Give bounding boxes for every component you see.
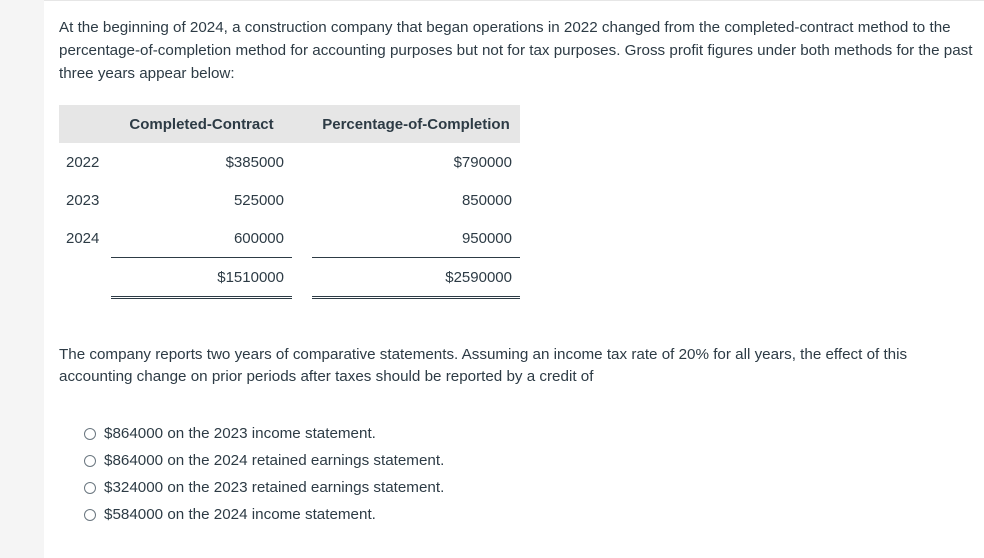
header-completed-contract: Completed-Contract — [111, 105, 292, 143]
question-content — [59, 16, 984, 85]
row-percentage-of-completion: $790000 — [453, 153, 512, 171]
header-percentage-of-completion: Percentage-of-Completion — [312, 105, 520, 143]
row-completed-contract: 600000 — [233, 229, 284, 247]
header-gap — [292, 105, 312, 143]
row-completed-contract: 525000 — [233, 191, 284, 209]
header-year — [59, 105, 111, 143]
answer-option-label[interactable]: $864000 on the 2023 income statement. — [104, 425, 376, 442]
total-percentage-of-completion: $2590000 — [312, 258, 520, 298]
row-year: 2024 — [66, 229, 100, 247]
radio-button[interactable] — [84, 509, 96, 521]
answer-option-label[interactable]: $584000 on the 2024 income statement. — [104, 506, 376, 523]
row-year: 2023 — [66, 191, 100, 209]
answer-option[interactable] — [84, 420, 444, 447]
table-row — [59, 143, 520, 181]
answer-option[interactable] — [84, 501, 444, 528]
table-header-row — [59, 105, 520, 143]
answer-option[interactable] — [84, 447, 444, 474]
table-row — [59, 219, 520, 258]
gross-profit-table — [59, 105, 520, 299]
left-rail — [0, 0, 44, 558]
total-completed-contract: $1510000 — [111, 258, 292, 298]
question-intro: At the beginning of 2024, a construction company that began operations in 2022 changed from the completed-contract method to the percentage-of-completion method for accounting purposes but not for tax purposes. Gross profit figures under both methods for the past three years appear below: — [59, 19, 973, 82]
radio-button[interactable] — [84, 482, 96, 494]
table-row — [59, 181, 520, 219]
table-total-row — [59, 258, 520, 298]
question-prompt: The company reports two years of comparative statements. Assuming an income tax rate of 20% for all years, the effect of this accounting change on prior periods after taxes should be reported by a credit of — [59, 346, 908, 385]
row-percentage-of-completion: 850000 — [461, 191, 512, 209]
row-percentage-of-completion: 950000 — [461, 229, 512, 247]
answer-option-label[interactable]: $864000 on the 2024 retained earnings statement. — [104, 452, 445, 469]
row-completed-contract: $385000 — [225, 153, 284, 171]
answer-options — [84, 420, 444, 528]
row-year: 2022 — [66, 153, 100, 171]
radio-button[interactable] — [84, 428, 96, 440]
radio-button[interactable] — [84, 455, 96, 467]
answer-option[interactable] — [84, 474, 444, 501]
answer-option-label[interactable]: $324000 on the 2023 retained earnings statement. — [104, 479, 445, 496]
top-divider — [44, 0, 984, 1]
